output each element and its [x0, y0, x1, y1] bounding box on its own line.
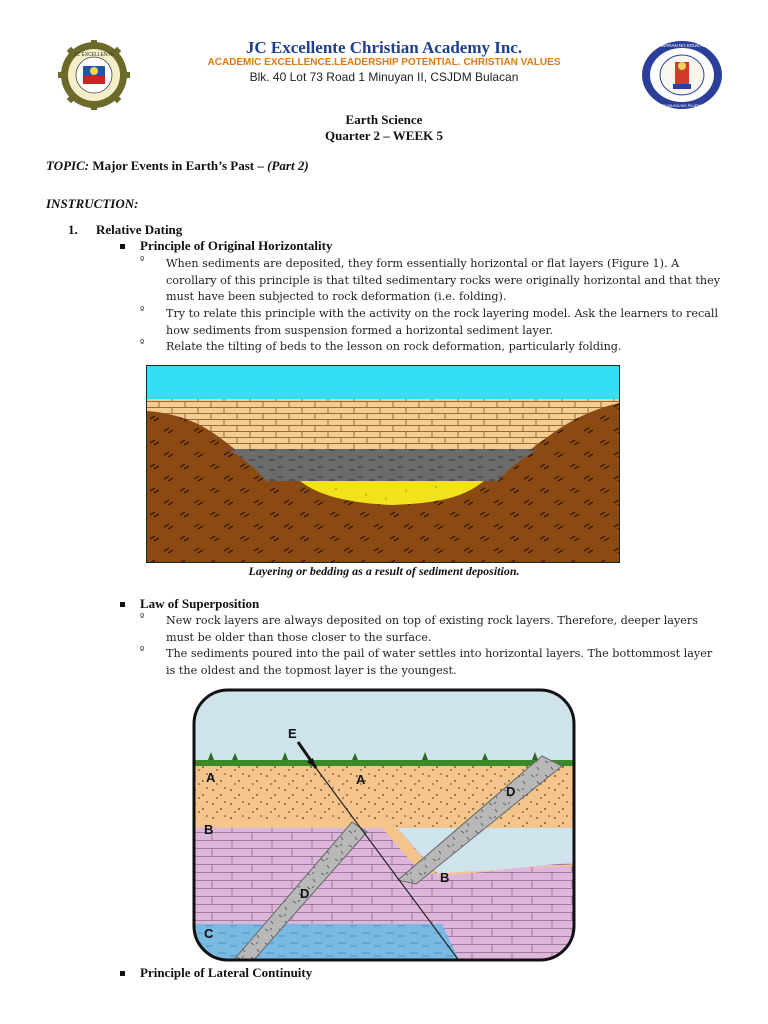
bullet-degree: º: [140, 339, 145, 349]
label-a: A: [206, 770, 216, 785]
superposition-title: Law of Superposition: [140, 596, 260, 611]
label-e: E: [288, 726, 297, 741]
quarter-week: Quarter 2 – WEEK 5: [325, 128, 443, 143]
label-d: D: [506, 784, 516, 799]
horizontality-title: Principle of Original Horizontality: [140, 238, 333, 253]
bullet-degree: º: [140, 256, 145, 266]
topic-line: [46, 158, 309, 174]
label-b: B: [204, 822, 214, 837]
figure-sediment-layering: [146, 365, 620, 563]
label-c: C: [204, 926, 214, 941]
horizontality-item-1: [166, 256, 720, 306]
section-title: Relative Dating: [96, 222, 183, 237]
bullet-degree: º: [140, 306, 145, 316]
text-line: is the oldest and the topmost layer is the youngest.: [166, 663, 457, 677]
gray-layer: [228, 449, 538, 481]
deped-seal-top-text: KAGAWARAN NG EDUKASYON: [648, 43, 716, 48]
section-number: 1.: [68, 222, 78, 237]
topic-part: (Part 2): [267, 158, 309, 173]
text-line: Relate the tilting of beds to the lesson on rock deformation, particularly folding.: [166, 340, 622, 353]
text-line: must have been subjected to rock deformation (i.e. folding).: [166, 290, 507, 303]
text-line: must be older than those closer to the surface.: [166, 630, 432, 644]
superposition-item-1: [166, 613, 698, 646]
figure-rock-layers: [192, 688, 576, 962]
deped-seal-bottom-text: REPUBLIKA NG PILIPINAS: [657, 103, 707, 108]
school-logo-text: JC EXCELLENTE: [73, 52, 115, 58]
bullet-square: [120, 244, 125, 249]
figure1-caption: Layering or bedding as a result of sediment deposition.: [248, 564, 520, 578]
superposition-item-2: [166, 646, 712, 679]
bullet-degree: º: [140, 613, 145, 623]
school-name: JC Excellente Christian Academy Inc.: [245, 38, 523, 57]
text-line: New rock layers are always deposited on top of existing rock layers. Therefore, deeper layers: [166, 614, 698, 627]
school-motto: ACADEMIC EXCELLENCE.LEADERSHIP POTENTIAL. CHRISTIAN VALUES: [207, 57, 561, 68]
instruction-label: INSTRUCTION:: [46, 196, 139, 211]
horizontality-item-2: [166, 306, 718, 339]
label-d: D: [300, 886, 310, 901]
topic-label: TOPIC:: [46, 158, 90, 173]
subject-title: Earth Science: [345, 112, 423, 127]
bullet-degree: º: [140, 646, 145, 656]
bullet-square: [120, 602, 125, 607]
label-b: B: [440, 870, 450, 885]
text-line: Try to relate this principle with the activity on the rock layering model. Ask the learners to recall: [166, 307, 719, 320]
lateral-title: Principle of Lateral Continuity: [140, 965, 313, 980]
text-line: corollary of this principle is that tilted sedimentary rocks were originally horizontal and that they: [166, 273, 721, 287]
text-line: how sediments from suspension formed a horizontal sediment layer.: [166, 323, 554, 337]
horizontality-item-3: [166, 339, 622, 356]
label-a: A: [356, 772, 366, 787]
topic-text: Major Events in Earth’s Past –: [89, 158, 268, 173]
text-line: When sediments are deposited, they form essentially horizontal or flat layers (Figure 1). A: [166, 257, 680, 270]
text-line: The sediments poured into the pail of water settles into horizontal layers. The bottommost layer: [166, 647, 713, 660]
bullet-square: [120, 971, 125, 976]
school-address: Blk. 40 Lot 73 Road 1 Minuyan II, CSJDM Bulacan: [249, 70, 519, 84]
